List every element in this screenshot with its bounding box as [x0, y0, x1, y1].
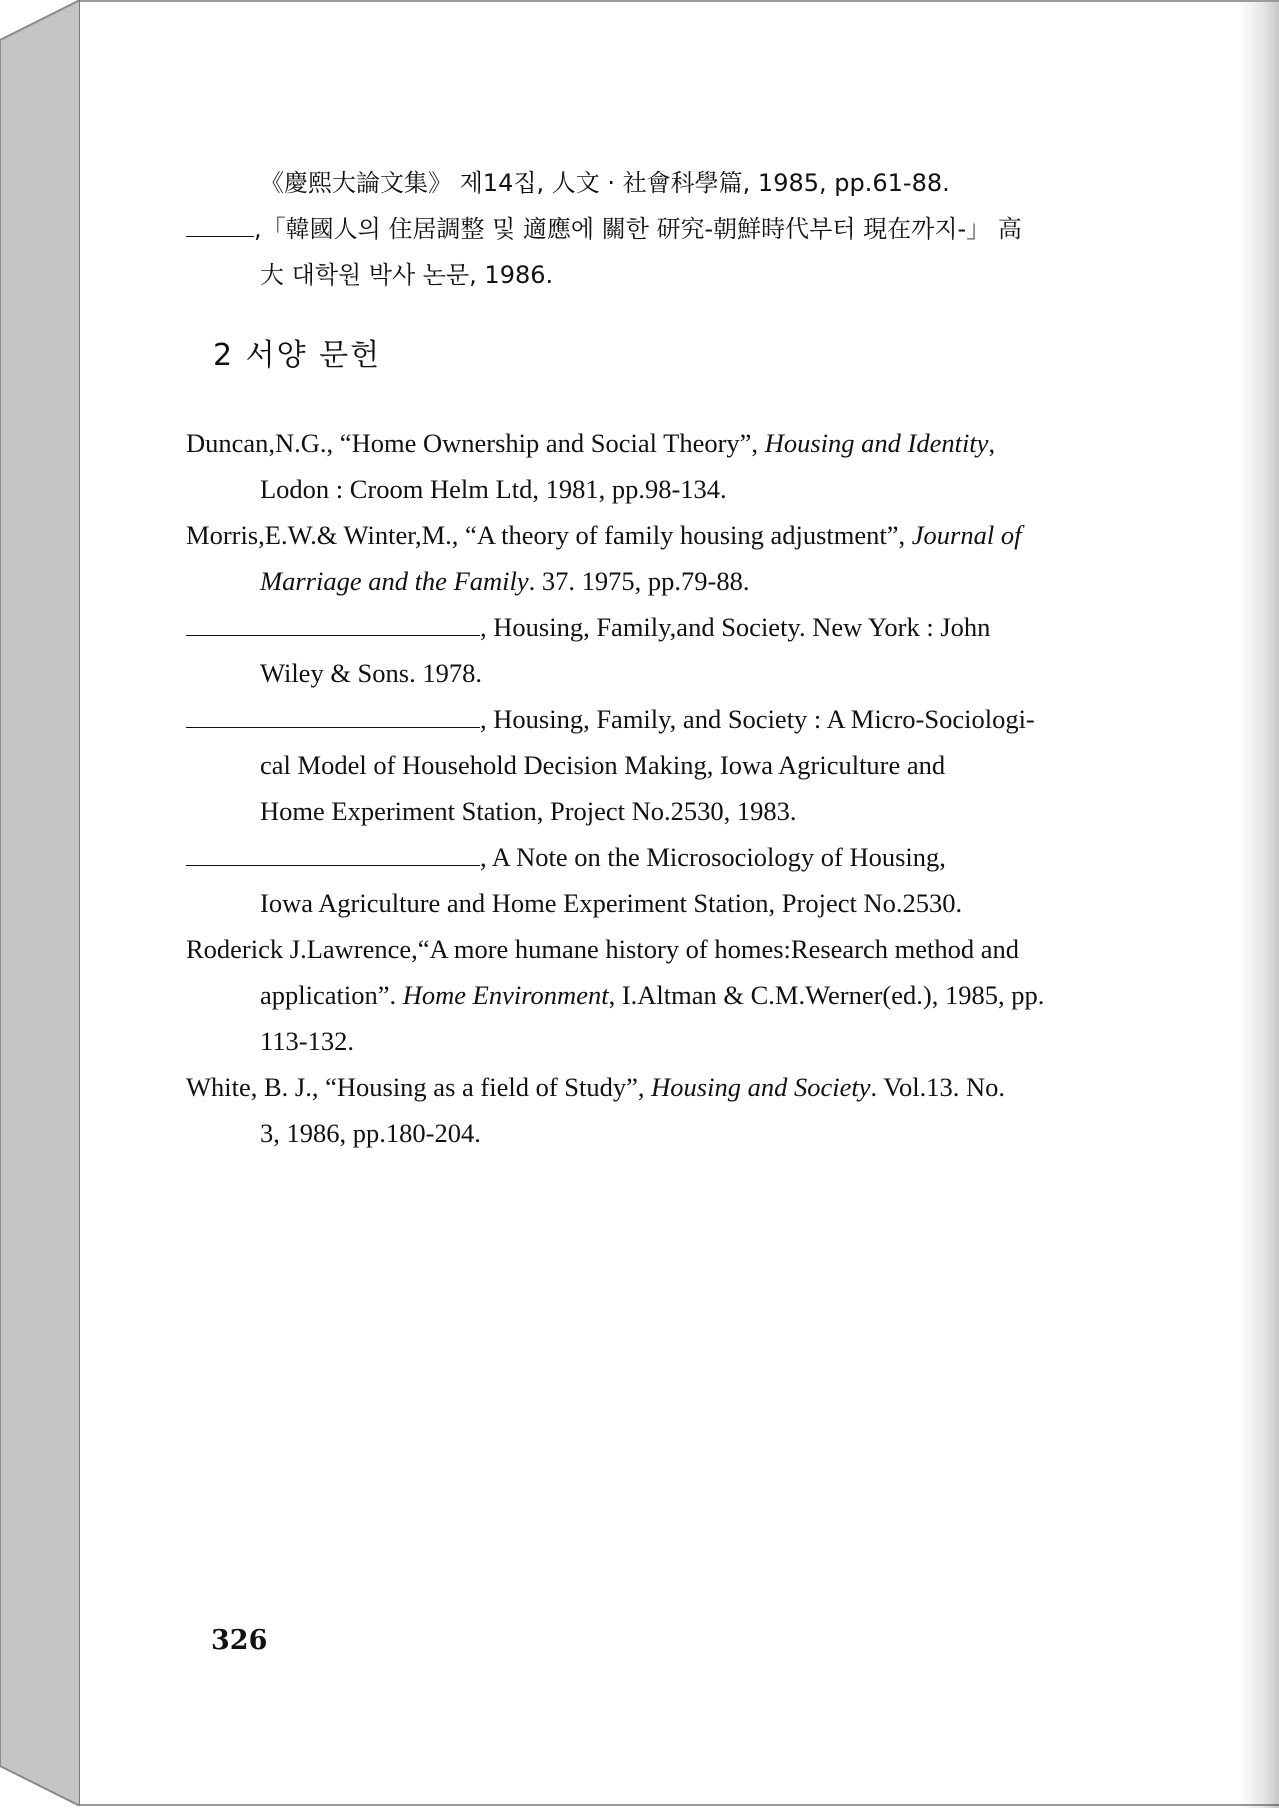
ref-lawrence: Roderick J.Lawrence,“A more humane history of homes:Research method and application”. Home Environment, I.Altman & C.M.Werner(ed.), 1985, pp. 113-132. [186, 934, 1045, 1056]
bibliography [186, 160, 1096, 1156]
repeat-author-dash [186, 210, 254, 237]
ref-morris-1978: , Housing, Family,and Society. New York : John Wiley & Sons. 1978. [186, 604, 1096, 696]
section-title: 2 서양 문헌 [213, 338, 382, 373]
korean-ref-continuation: 《慶熙大論文集》 제14집, 人文 · 社會科學篇, 1985, pp.61-88. [260, 169, 950, 197]
book-spine-edge [0, 0, 80, 1806]
page-number: 326 [211, 1625, 268, 1656]
ref-morris-1983: , Housing, Family, and Society : A Micro-Sociologi- cal Model of Household Decision Making, Iowa Agriculture and Home Experiment Station, Project No.2530, 1983. [186, 696, 1096, 834]
repeat-author-dash [186, 839, 480, 866]
ref-morris-1975: Morris,E.W.& Winter,M., “A theory of family housing adjustment”, Journal of Marriage and the Family. 37. 1975, pp.79-88. [186, 520, 1022, 596]
page-edge-shadow [1239, 2, 1279, 1808]
ref-text: ,「韓國人의 住居調整 및 適應에 關한 研究-朝鮮時代부터 現在까지-」 高 [254, 215, 1022, 243]
korean-ref-entry [186, 206, 1096, 252]
korean-ref-entry-cont: 大 대학원 박사 논문, 1986. [260, 261, 554, 289]
repeat-author-dash [186, 609, 480, 636]
ref-duncan: Duncan,N.G., “Home Ownership and Social Theory”, Housing and Identity, Lodon : Croom Helm Ltd, 1981, pp.98-134. [186, 428, 996, 504]
repeat-author-dash [186, 701, 480, 728]
ref-white: White, B. J., “Housing as a field of Study”, Housing and Society. Vol.13. No. 3, 1986, pp.180-204. [186, 1072, 1005, 1148]
western-references [186, 420, 1096, 1156]
ref-morris-note: , A Note on the Microsociology of Housing, Iowa Agriculture and Home Experiment Station, Project No.2530. [186, 834, 1096, 926]
